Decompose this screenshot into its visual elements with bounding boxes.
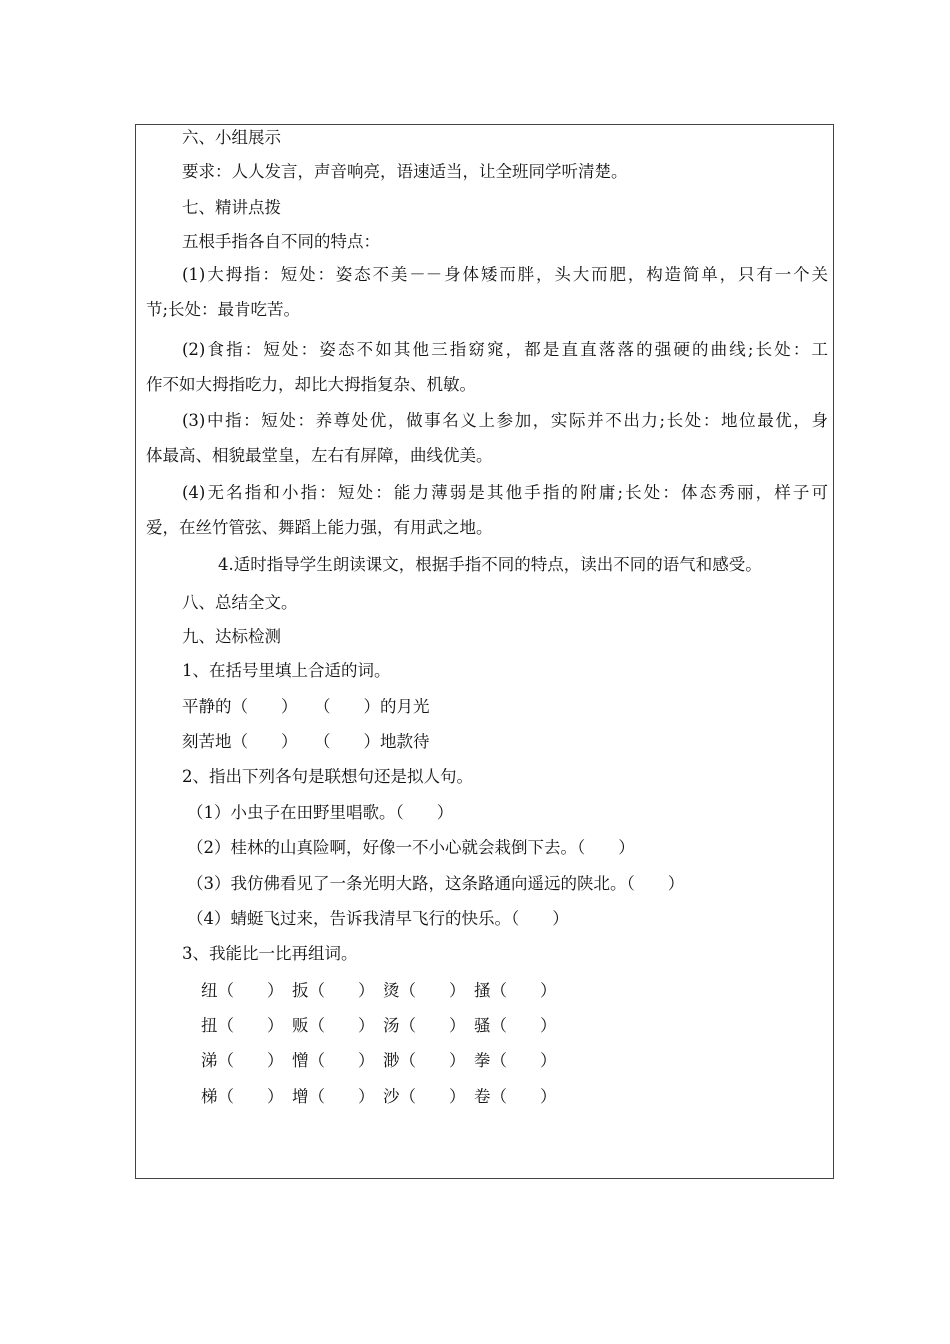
question-1-row-2: 刻苦地（ ） （ ）地款待: [182, 732, 430, 751]
finger-item-1-line-1: (1)大拇指：短处：姿态不美－－身体矮而胖，头大而肥，构造简单，只有一个关: [182, 265, 828, 284]
compare-cell: 纽（ ）: [201, 981, 284, 1000]
compare-cell: 搔（ ）: [474, 981, 557, 1000]
question-2-item-3: （3）我仿佛看见了一条光明大路，这条路通向遥远的陕北。（ ）: [187, 874, 685, 893]
finger-item-1: [146, 257, 828, 327]
compare-cell: 扭（ ）: [201, 1016, 284, 1035]
section-6-heading: 六、小组展示: [182, 128, 281, 147]
finger-item-3-line-2: 体最高、相貌最堂皇，左右有屏障，曲线优美。: [146, 446, 493, 465]
compare-cell: 梯（ ）: [201, 1087, 284, 1106]
question-1-title: 1、在括号里填上合适的词。: [182, 661, 391, 680]
question-2-title: 2、指出下列各句是联想句还是拟人句。: [182, 767, 473, 786]
finger-item-4: [146, 475, 828, 545]
finger-item-1-line-2: 节;长处：最肯吃苦。: [146, 300, 301, 319]
finger-item-4-line-2: 爱，在丝竹管弦、舞蹈上能力强，有用武之地。: [146, 518, 493, 537]
section-9-heading: 九、达标检测: [182, 627, 281, 646]
compare-cell: 骚（ ）: [474, 1016, 557, 1035]
finger-item-2-line-1: (2)食指：短处：姿态不如其他三指窈窕，都是直直落落的强硬的曲线;长处：工: [182, 340, 828, 359]
compare-cell: 卷（ ）: [474, 1087, 557, 1106]
section-6-requirement: 要求：人人发言，声音响亮，语速适当，让全班同学听清楚。: [182, 162, 628, 181]
finger-item-2: [146, 332, 828, 402]
compare-cell: 涕（ ）: [201, 1051, 284, 1070]
finger-item-3: [146, 403, 828, 473]
compare-cell: 扳（ ）: [292, 981, 375, 1000]
compare-cell: 憎（ ）: [292, 1051, 375, 1070]
section-8-heading: 八、总结全文。: [182, 593, 298, 612]
question-2-item-2: （2）桂林的山真险啊，好像一不小心就会栽倒下去。（ ）: [187, 838, 635, 857]
reading-guidance: 4.适时指导学生朗读课文，根据手指不同的特点，读出不同的语气和感受。: [218, 555, 762, 574]
section-7-heading: 七、精讲点拨: [182, 198, 281, 217]
finger-item-2-line-2: 作不如大拇指吃力，却比大拇指复杂、机敏。: [146, 375, 476, 394]
compare-cell: 沙（ ）: [383, 1087, 466, 1106]
compare-cell: 增（ ）: [292, 1087, 375, 1106]
finger-item-4-line-1: (4)无名指和小指：短处：能力薄弱是其他手指的附庸;长处：体态秀丽，样子可: [182, 483, 828, 502]
compare-cell: 拳（ ）: [474, 1051, 557, 1070]
question-3-title: 3、我能比一比再组词。: [182, 944, 358, 963]
compare-cell: 贩（ ）: [292, 1016, 375, 1035]
compare-cell: 烫（ ）: [383, 981, 466, 1000]
section-7-intro: 五根手指各自不同的特点：: [182, 232, 380, 251]
question-2-item-1: （1）小虫子在田野里唱歌。（ ）: [187, 803, 454, 822]
compare-cell: 渺（ ）: [383, 1051, 466, 1070]
compare-cell: 汤（ ）: [383, 1016, 466, 1035]
finger-item-3-line-1: (3)中指：短处：养尊处优，做事名义上参加，实际并不出力;长处：地位最优，身: [182, 411, 828, 430]
question-1-row-1: 平静的（ ） （ ）的月光: [182, 697, 430, 716]
question-2-item-4: （4）蜻蜓飞过来，告诉我清早飞行的快乐。（ ）: [187, 909, 569, 928]
